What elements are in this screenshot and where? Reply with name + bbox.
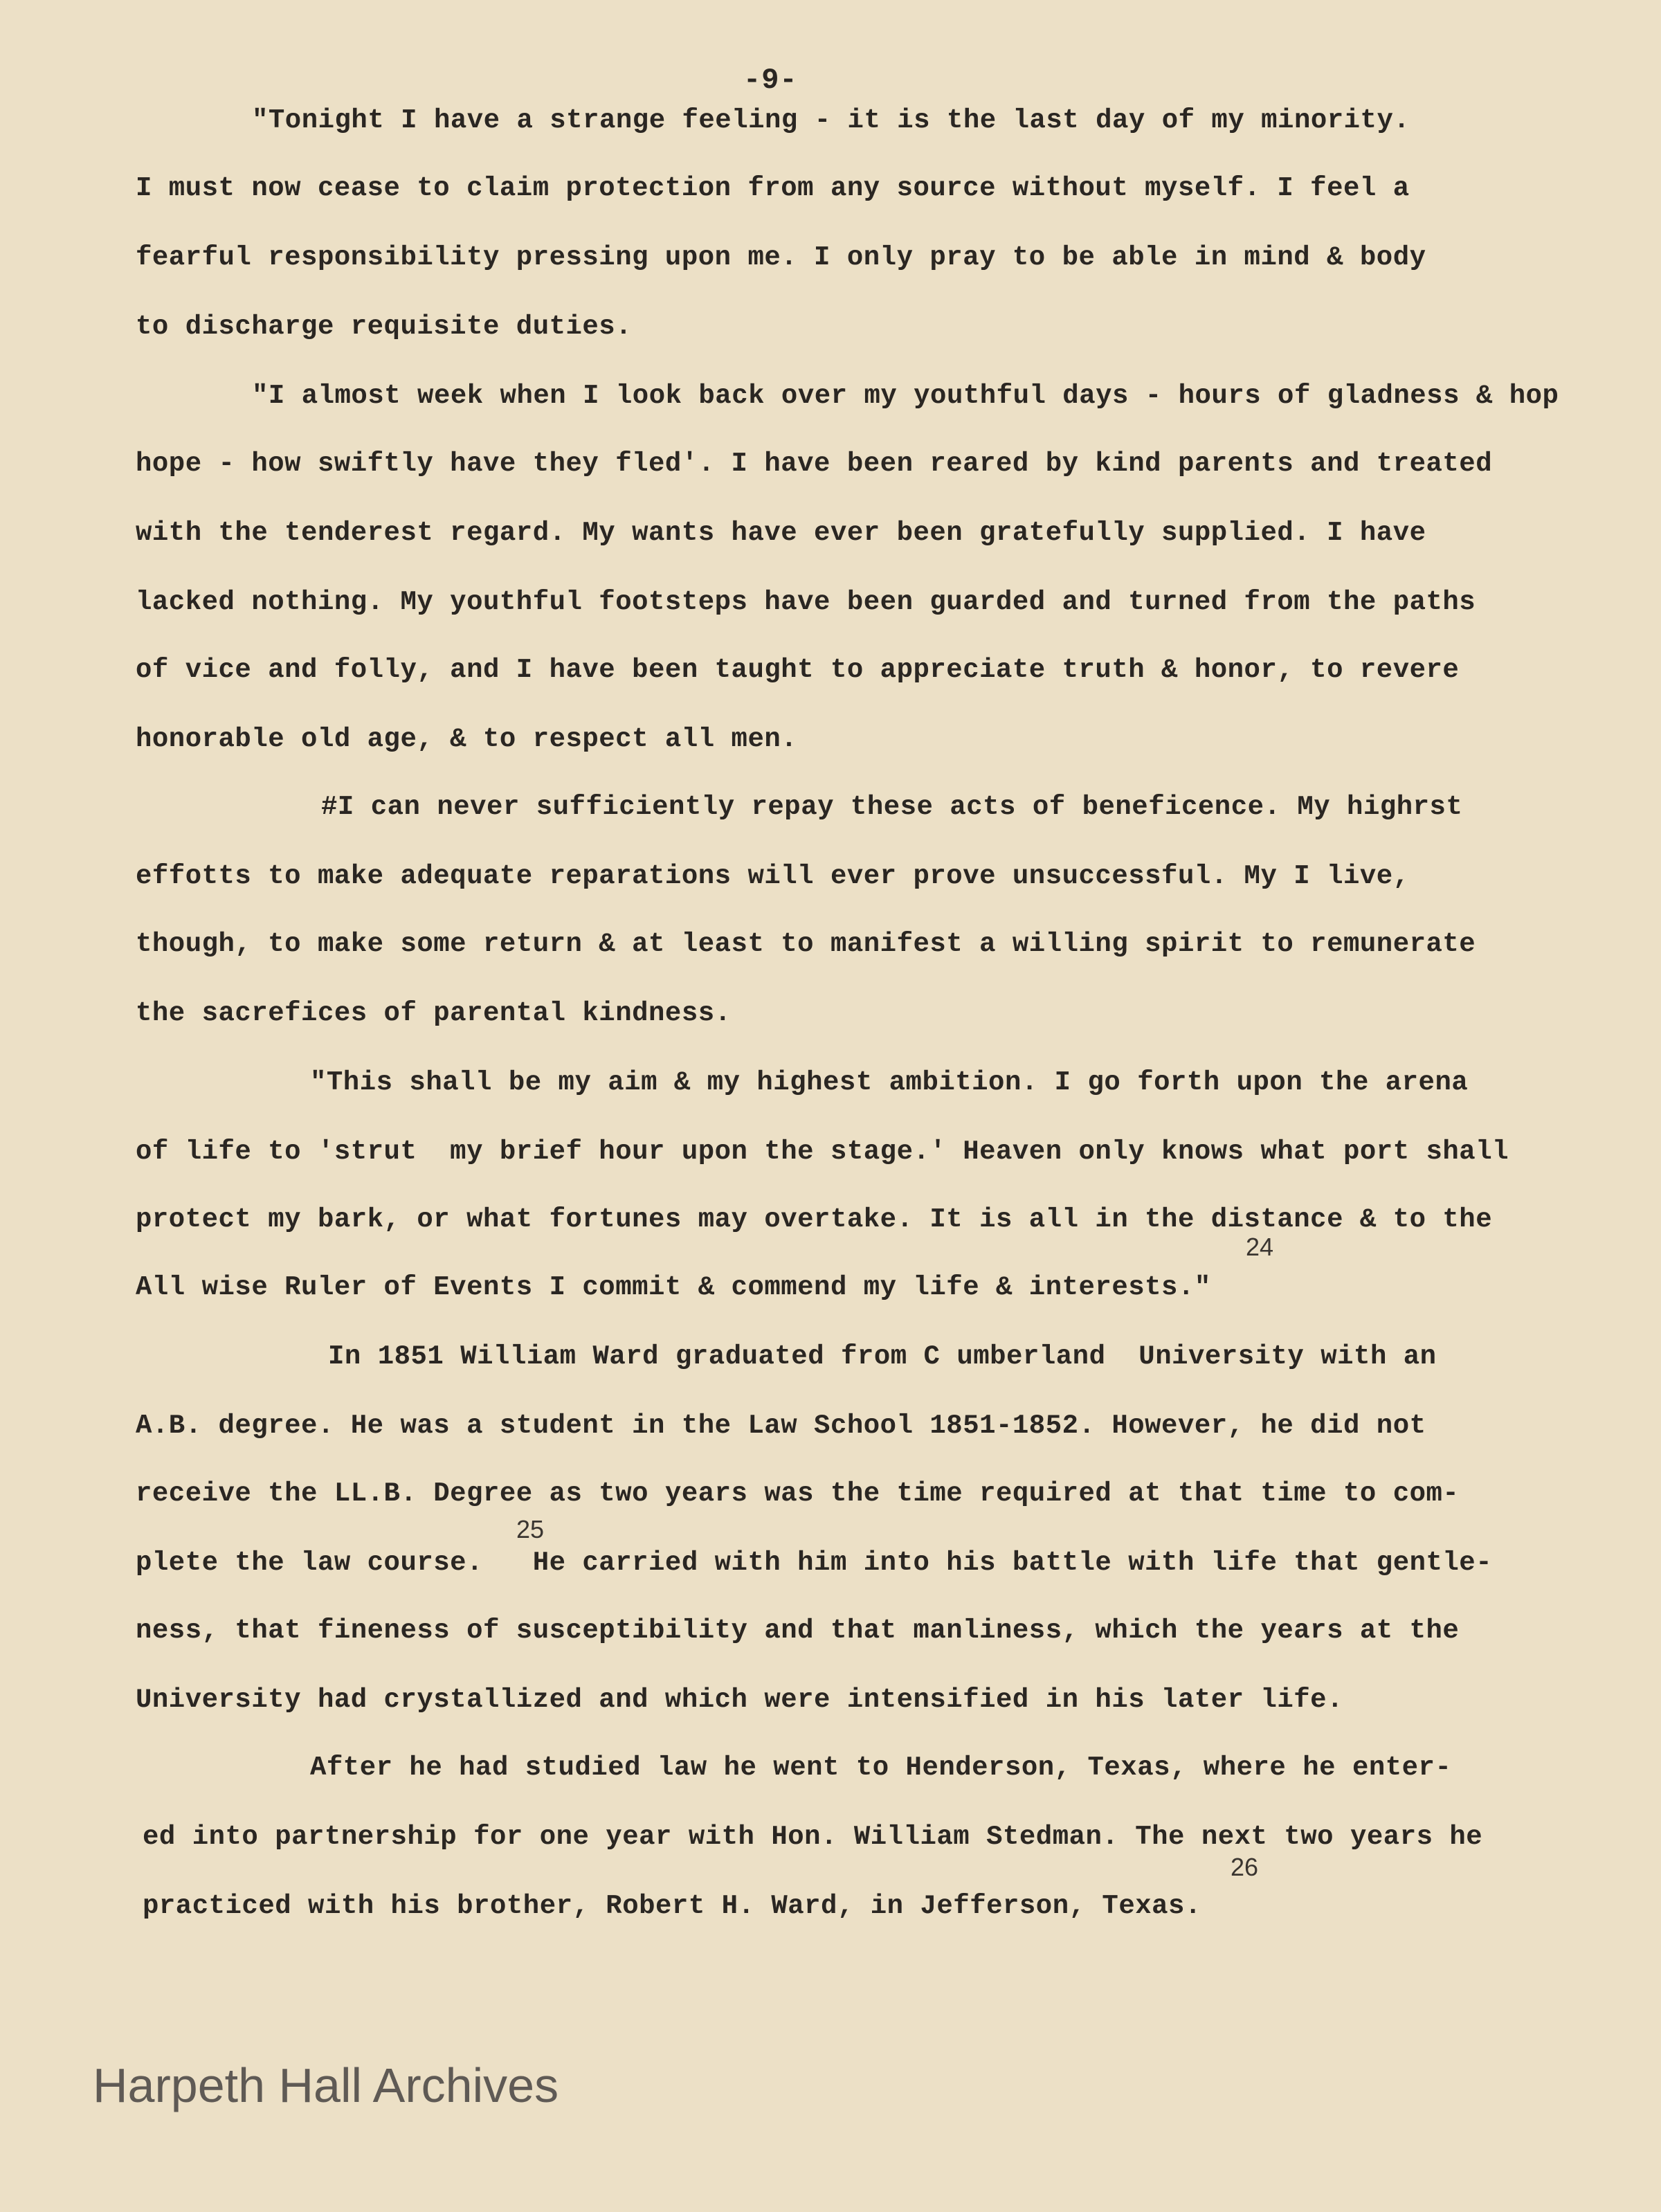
body-line-13: though, to make some return & at least to manifest a willing spirit to remunerate [136,929,1476,959]
body-line-20: A.B. degree. He was a student in the Law School 1851-1852. However, he did not [136,1411,1426,1441]
body-line-17: protect my bark, or what fortunes may overtake. It is all in the distance & to the [136,1204,1493,1235]
body-line-22: plete the law course. He carried with him into his battle with life that gentle- [136,1548,1493,1578]
body-line-2: I must now cease to claim protection from any source without myself. I feel a [136,173,1410,203]
archive-watermark: Harpeth Hall Archives [93,2058,559,2112]
body-line-1: "Tonight I have a strange feeling - it is the last day of my minority. [252,105,1410,136]
page-number: -9- [743,64,798,97]
body-line-27: practiced with his brother, Robert H. Ward, in Jefferson, Texas. [143,1891,1201,1921]
body-line-24: University had crystallized and which were intensified in his later life. [136,1685,1343,1715]
footnote-marker-24: 24 [1246,1233,1274,1261]
body-line-9: of vice and folly, and I have been taught to appreciate truth & honor, to revere [136,655,1460,685]
body-line-18: All wise Ruler of Events I commit & commend my life & interests." [136,1272,1211,1303]
body-line-14: the sacrefices of parental kindness. [136,998,732,1028]
body-line-10: honorable old age, & to respect all men. [136,724,798,754]
body-line-25: After he had studied law he went to Henderson, Texas, where he enter- [310,1752,1452,1783]
body-line-8: lacked nothing. My youthful footsteps have been guarded and turned from the paths [136,587,1476,617]
body-line-26: ed into partnership for one year with Hon. William Stedman. The next two years he [143,1822,1483,1852]
body-line-3: fearful responsibility pressing upon me. I only pray to be able in mind & body [136,242,1426,273]
body-line-12: effotts to make adequate reparations will ever prove unsuccessful. My I live, [136,861,1410,891]
body-line-6: hope - how swiftly have they fled'. I have been reared by kind parents and treated [136,448,1493,479]
body-line-19: In 1851 William Ward graduated from C umberland University with an [328,1341,1437,1372]
body-line-21: receive the LL.B. Degree as two years was the time required at that time to com- [136,1478,1460,1509]
body-line-5: "I almost week when I look back over my youthful days - hours of gladness & hop [252,381,1559,411]
footnote-marker-26: 26 [1231,1853,1259,1881]
footnote-marker-25: 25 [516,1515,545,1543]
body-line-7: with the tenderest regard. My wants have ever been gratefully supplied. I have [136,518,1426,548]
body-line-23: ness, that fineness of susceptibility and that manliness, which the years at the [136,1615,1460,1646]
body-line-15: "This shall be my aim & my highest ambition. I go forth upon the arena [310,1067,1469,1098]
body-line-16: of life to 'strut my brief hour upon the stage.' Heaven only knows what port shall [136,1136,1509,1167]
body-line-4: to discharge requisite duties. [136,311,633,342]
body-line-11: #I can never sufficiently repay these acts of beneficence. My highrst [321,792,1463,822]
